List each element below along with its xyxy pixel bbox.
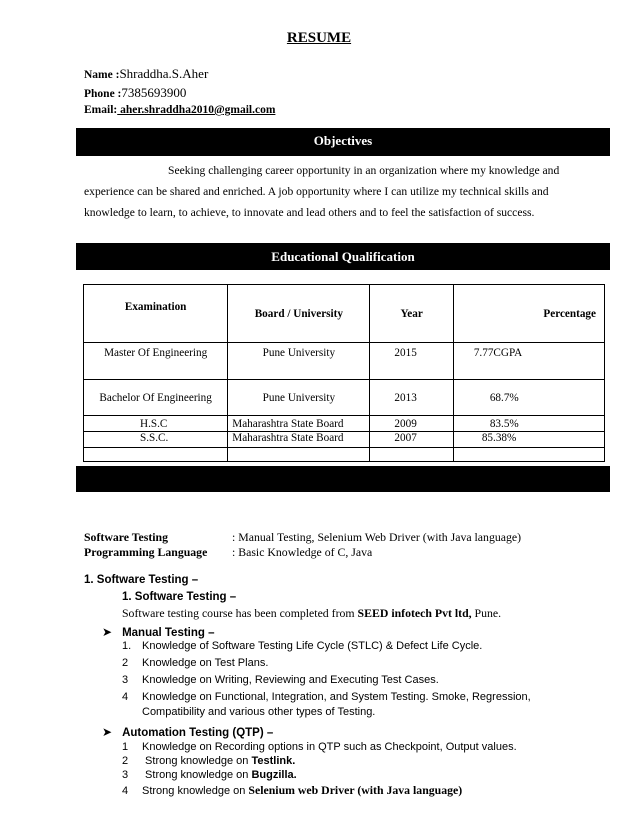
automation-title: Automation Testing (QTP) – <box>122 727 274 739</box>
table-row <box>84 343 605 380</box>
course-org: SEED infotech Pvt ltd, <box>357 606 472 620</box>
list-item: 4 Strong knowledge on Selenium web Driver (with Java language) <box>122 783 463 797</box>
objective-line: knowledge to learn, to achieve, to innovate and lead others and to feel the satisfaction of success. <box>84 206 535 219</box>
resume-title: RESUME <box>286 30 352 46</box>
list-item-continuation: Compatibility and various other types of Testing. <box>142 706 376 718</box>
cell-board: Pune University <box>228 380 370 416</box>
table-row <box>84 432 605 448</box>
phone-value: 7385693900 <box>121 85 187 100</box>
education-table <box>83 284 605 462</box>
cell-percentage: 7.77CGPA <box>453 343 604 380</box>
section-title: 1. Software Testing – <box>84 574 199 586</box>
skill-label: Software Testing <box>84 530 169 544</box>
cell-board: Maharashtra State Board <box>228 432 370 448</box>
list-item: 2 Knowledge on Test Plans. <box>122 657 269 669</box>
cell-exam: H.S.C <box>84 416 228 432</box>
list-item: 3 Knowledge on Writing, Reviewing and Executing Test Cases. <box>122 674 439 686</box>
list-item: 1 Knowledge on Recording options in QTP such as Checkpoint, Output values. <box>122 741 517 753</box>
objectives-heading: Objectives <box>76 128 610 156</box>
cell-year: 2013 <box>370 380 453 416</box>
objectives-paragraph <box>84 160 604 223</box>
table-row <box>84 416 605 432</box>
list-item: 2 Strong knowledge on Testlink. <box>122 755 296 767</box>
skill-value: : Manual Testing, Selenium Web Driver (with Java language) <box>232 530 522 544</box>
arrow-bullet-icon: ➤ <box>102 625 113 639</box>
cell-year: 2015 <box>370 343 453 380</box>
cell-exam: Master Of Engineering <box>84 343 228 380</box>
list-item: 4 Knowledge on Functional, Integration, and System Testing. Smoke, Regression, <box>122 691 531 703</box>
cell-board: Maharashtra State Board <box>228 416 370 432</box>
cell-exam: S.S.C. <box>84 432 228 448</box>
education-heading: Educational Qualification <box>76 243 610 270</box>
arrow-bullet-icon: ➤ <box>102 725 113 739</box>
manual-testing-heading <box>102 623 215 641</box>
skills-heading-bar <box>76 466 610 492</box>
header-year: Year <box>370 285 453 343</box>
cell-year: 2009 <box>370 416 453 432</box>
cell-percentage: 85.38% <box>453 432 604 448</box>
cell-year: 2007 <box>370 432 453 448</box>
phone-label: Phone : <box>84 88 122 100</box>
skill-label: Programming Language <box>84 545 208 559</box>
header-board: Board / University <box>228 285 370 343</box>
course-prefix: Software testing course has been completed from <box>122 606 358 620</box>
table-row <box>84 380 605 416</box>
cell-board: Pune University <box>228 343 370 380</box>
name-value: Shraddha.S.Aher <box>119 66 209 81</box>
table-header-row <box>84 285 605 343</box>
cell-exam: Bachelor Of Engineering <box>84 380 228 416</box>
objective-line: Seeking challenging career opportunity in an organization where my knowledge and <box>168 164 560 177</box>
skill-row <box>84 545 207 560</box>
header-examination: Examination <box>84 285 228 343</box>
table-row-empty <box>84 448 605 462</box>
email-label: Email: <box>84 104 118 116</box>
manual-title: Manual Testing – <box>122 627 215 639</box>
automation-testing-heading <box>102 723 273 741</box>
course-line <box>122 606 501 621</box>
subsection-title: 1. Software Testing – <box>122 591 237 603</box>
cell-percentage: 68.7% <box>453 380 604 416</box>
list-item: 3 Strong knowledge on Bugzilla. <box>122 769 297 781</box>
email-line <box>84 102 275 117</box>
skill-row <box>84 530 168 545</box>
cell-percentage: 83.5% <box>453 416 604 432</box>
list-item: 1. Knowledge of Software Testing Life Cycle (STLC) & Defect Life Cycle. <box>122 640 483 652</box>
email-value[interactable]: aher.shraddha2010@gmail.com <box>117 104 276 116</box>
objective-line: experience can be shared and enriched. A job opportunity where I can utilize my technical skills and <box>84 185 549 198</box>
name-label: Name : <box>84 69 120 81</box>
name-line <box>84 66 208 82</box>
skill-value: : Basic Knowledge of C, Java <box>232 545 373 559</box>
phone-line <box>84 85 186 101</box>
header-percentage: Percentage <box>453 285 604 343</box>
course-suffix: Pune. <box>471 606 502 620</box>
